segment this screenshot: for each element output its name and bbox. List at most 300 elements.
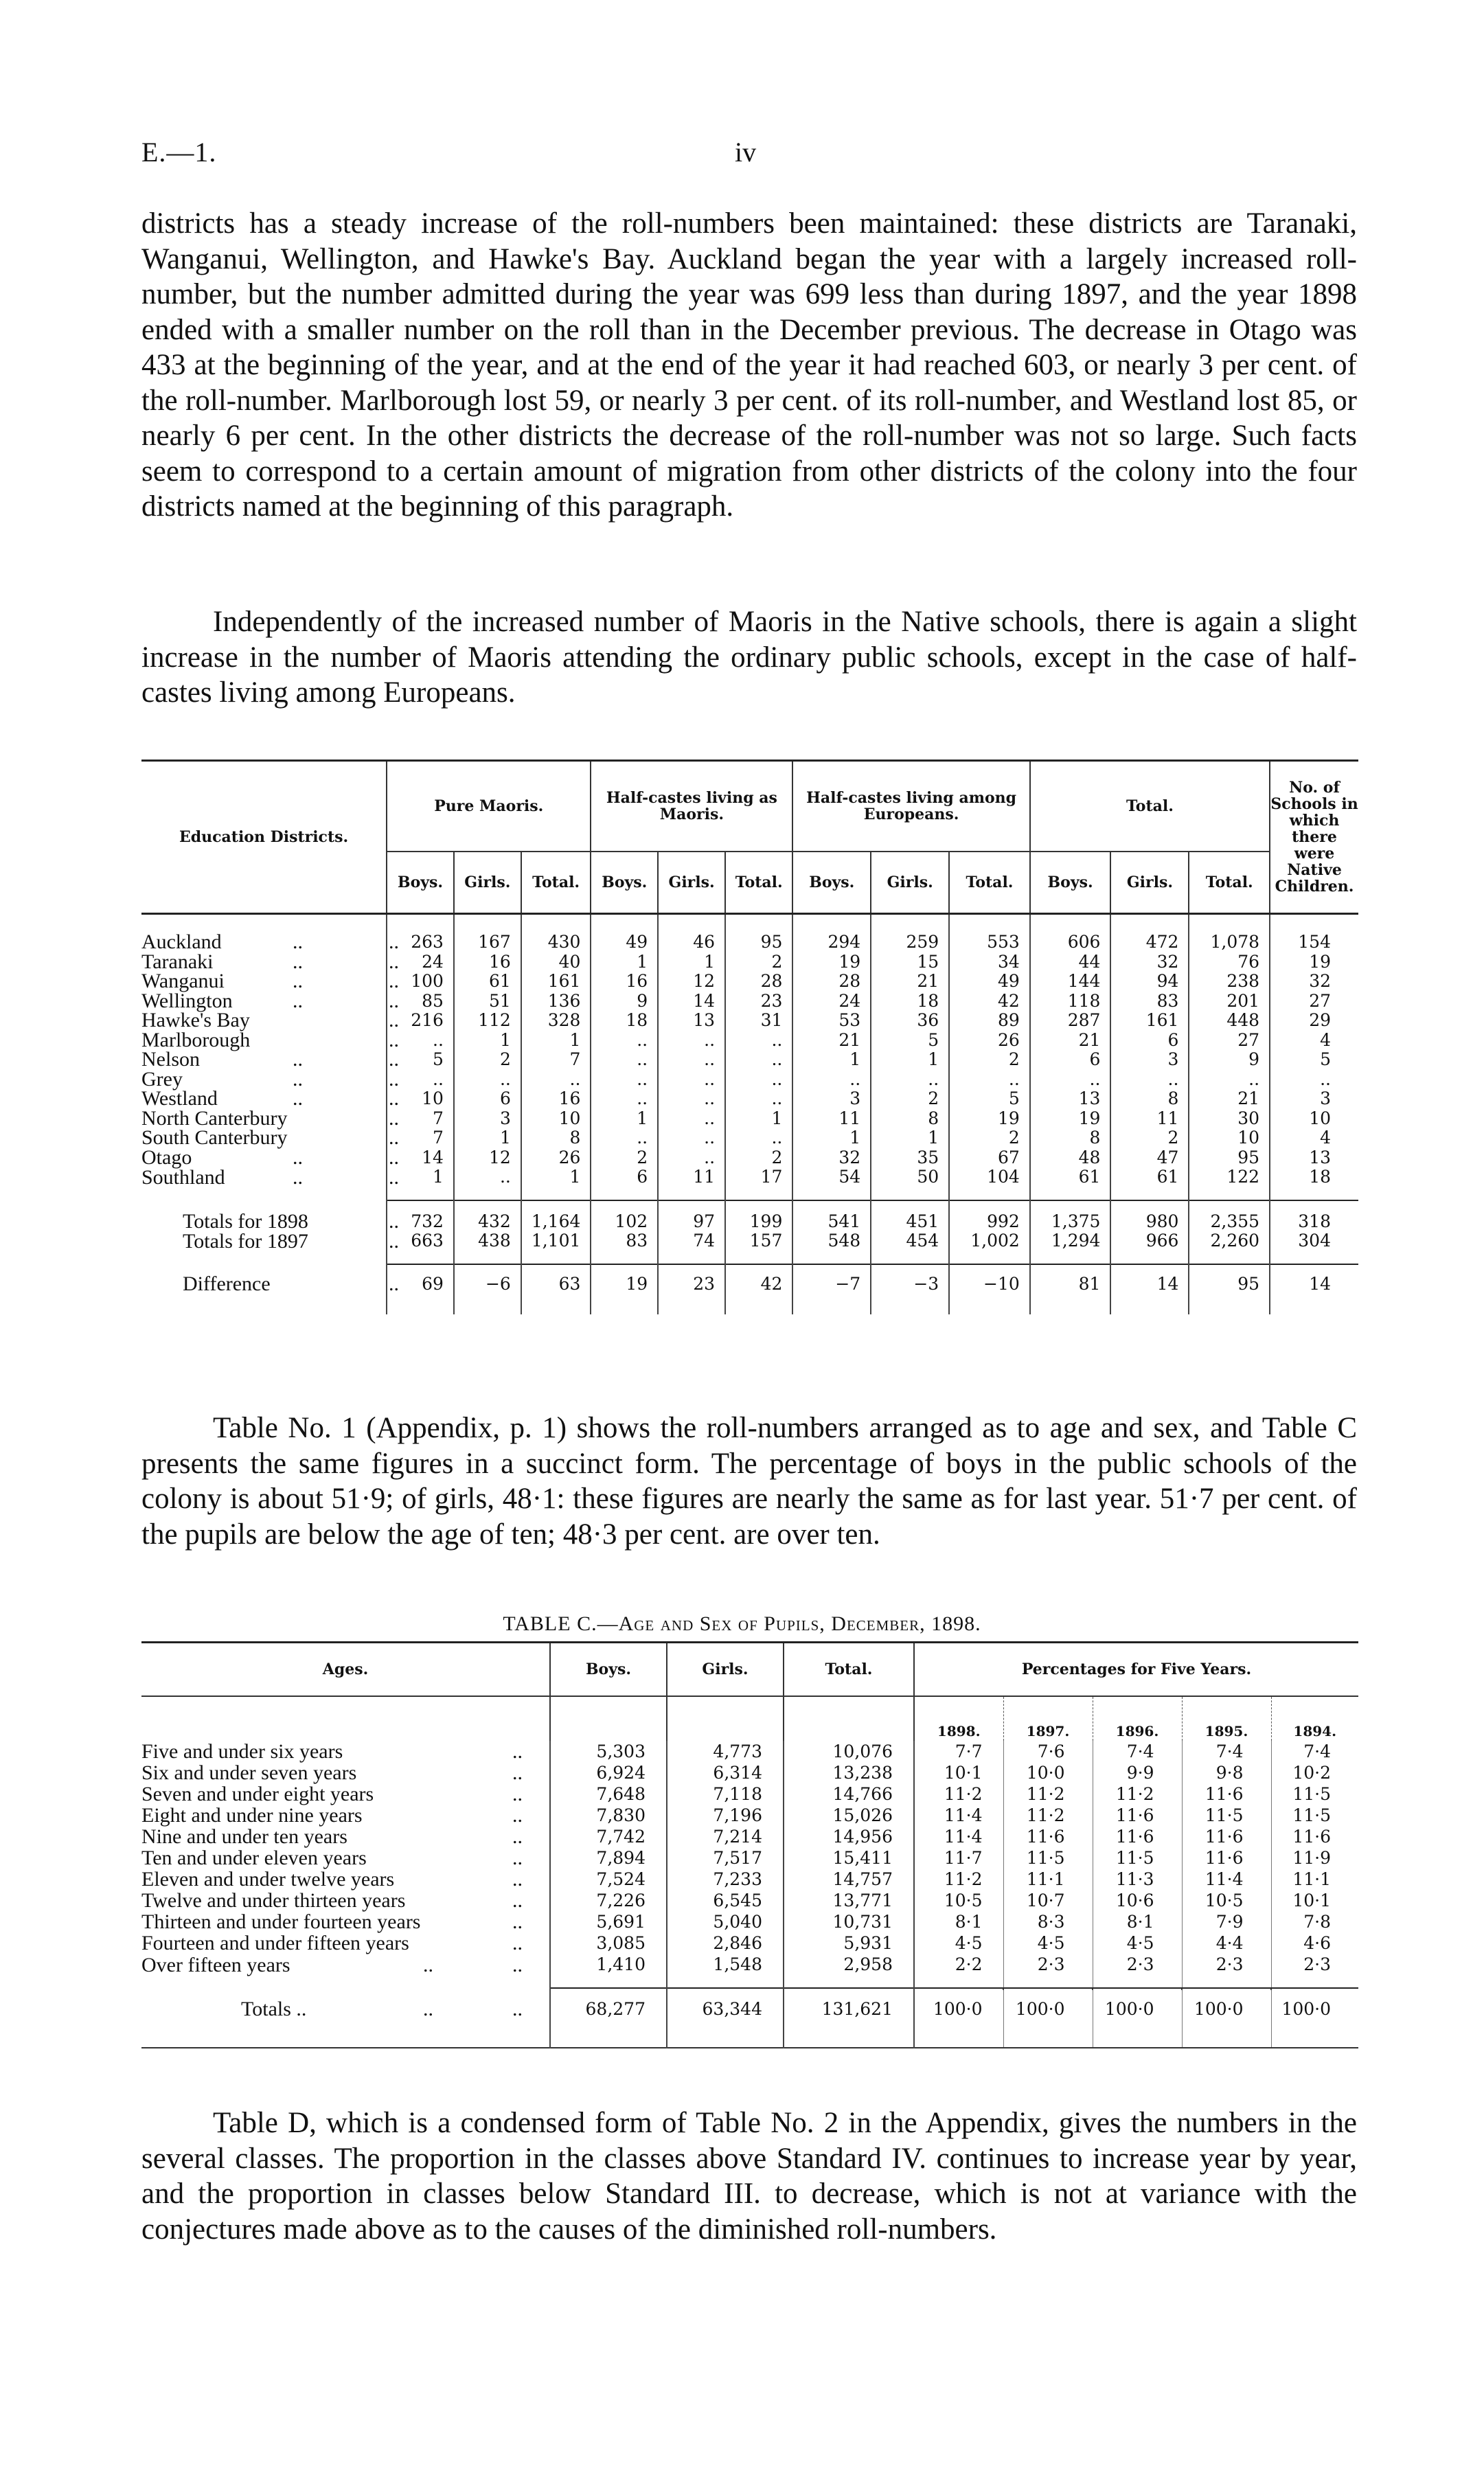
cell-value: 23: [725, 992, 792, 1012]
leader-dots: ..: [389, 1087, 399, 1110]
subheader-boys: Boys.: [591, 852, 658, 914]
cell-value: 34: [949, 952, 1030, 972]
table-c-title: [0, 1612, 1484, 1636]
age-label: [141, 1911, 550, 1932]
cell-value: −7: [792, 1266, 871, 1315]
row-label: Grey: [141, 1067, 183, 1091]
header-year: 1895.: [1182, 1696, 1271, 1741]
cell-value: ..: [949, 1070, 1030, 1090]
header-girls: Girls.: [667, 1643, 784, 1697]
cell-value: ..: [658, 1148, 725, 1168]
row-label: Otago: [141, 1145, 192, 1169]
cell-percentage: 11·1: [1003, 1869, 1093, 1890]
table-row: [141, 1847, 1358, 1869]
cell-percentage: 11·3: [1093, 1869, 1182, 1890]
cell-percentage: 11·5: [1271, 1805, 1358, 1826]
cell-value: 1: [521, 1167, 591, 1200]
cell-percentage: 2·3: [1003, 1954, 1093, 1988]
cell-value: 28: [792, 972, 871, 992]
cell-value: 6: [454, 1089, 521, 1109]
cell-boys: 3,085: [550, 1932, 667, 1954]
cell-percentage: 7·9: [1182, 1911, 1271, 1932]
cell-value: 201: [1189, 992, 1270, 1012]
cell-value: 2: [725, 952, 792, 972]
cell-value: 42: [725, 1266, 792, 1315]
cell-value: 1,164: [521, 1202, 591, 1232]
cell-percentage: 100·0: [1182, 1990, 1271, 2048]
cell-value: 432: [454, 1202, 521, 1232]
cell-value: 9: [1189, 1050, 1270, 1070]
cell-value: 451: [871, 1202, 949, 1232]
cell-value: ..: [658, 1109, 725, 1129]
cell-value: 161: [1110, 1011, 1189, 1031]
cell-percentage: 11·5: [1003, 1847, 1093, 1869]
cell-value: 328: [521, 1011, 591, 1031]
row-label: Seven and under eight years: [141, 1783, 374, 1805]
cell-value: 49: [591, 914, 658, 952]
cell-percentage: 10·1: [1271, 1890, 1358, 1911]
cell-total: 15,026: [784, 1805, 914, 1826]
cell-value: ..: [658, 1089, 725, 1109]
cell-value: ..: [591, 1089, 658, 1109]
table-row: [141, 1954, 1358, 1988]
cell-percentage: 11·5: [1271, 1783, 1358, 1805]
leader-dots: ..: [512, 1825, 523, 1848]
cell-percentage: 11·4: [914, 1805, 1003, 1826]
cell-percentage: 100·0: [914, 1990, 1003, 2048]
cell-percentage: 2·3: [1271, 1954, 1358, 1988]
subheader-girls: Girls.: [1110, 852, 1189, 914]
row-label: Ten and under eleven years: [141, 1847, 367, 1869]
district-name: [141, 970, 399, 992]
cell-total: 14,956: [784, 1826, 914, 1847]
cell-value: ..: [725, 1031, 792, 1051]
cell-value: 2,355: [1189, 1202, 1270, 1232]
cell-value: 21: [871, 972, 949, 992]
cell-value: 95: [725, 914, 792, 952]
cell-value: ..: [658, 1128, 725, 1148]
cell-value: 21: [1189, 1089, 1270, 1109]
leader-dots: ..: [389, 1106, 399, 1130]
cell-value: 1: [792, 1128, 871, 1148]
cell-value: 18: [871, 992, 949, 1012]
cell-value: 19: [949, 1109, 1030, 1129]
cell-value: ..: [1030, 1070, 1111, 1090]
cell-value: 14: [387, 1148, 454, 1168]
cell-value: −3: [871, 1266, 949, 1315]
row-label: South Canterbury: [141, 1126, 288, 1149]
row-label: Southland: [141, 1165, 225, 1189]
leader-dots: ..: [293, 950, 303, 973]
table-row: [141, 1826, 1358, 1847]
cell-value: 19: [591, 1266, 658, 1315]
cell-percentage: 7·4: [1093, 1741, 1182, 1762]
leader-dots: ..: [512, 1847, 523, 1869]
cell-value: 32: [792, 1148, 871, 1168]
cell-percentage: 11·1: [1271, 1869, 1358, 1890]
cell-total: 13,238: [784, 1762, 914, 1783]
maori-children-table: [141, 760, 1358, 1314]
cell-percentage: 11·6: [1182, 1847, 1271, 1869]
totals-row: [141, 1990, 1358, 2048]
subheader-total: Total.: [1189, 852, 1270, 914]
cell-value: 19: [792, 952, 871, 972]
cell-value: 48: [1030, 1148, 1111, 1168]
cell-value: 100: [387, 972, 454, 992]
header-total: Total.: [784, 1643, 914, 1697]
row-label: Totals for 1897: [183, 1229, 308, 1253]
table-row: [141, 1148, 1358, 1168]
table-row: [141, 1762, 1358, 1783]
row-label: Wellington: [141, 989, 233, 1012]
cell-value: 83: [1110, 992, 1189, 1012]
cell-value: 287: [1030, 1011, 1111, 1031]
table-row: [141, 1011, 1358, 1031]
cell-value: 1: [387, 1167, 454, 1200]
cell-value: 76: [1189, 952, 1270, 972]
leader-dots: ..: [512, 1740, 523, 1763]
cell-value: 1,078: [1189, 914, 1270, 952]
cell-percentage: 4·4: [1182, 1932, 1271, 1954]
header-no-of-schools: No. of Schools in which there were Native Children.: [1270, 761, 1358, 914]
header-education-districts: Education Districts.: [141, 761, 387, 914]
district-name: [141, 1202, 399, 1233]
cell-value: 6: [591, 1167, 658, 1200]
cell-value: 1,002: [949, 1231, 1030, 1264]
cell-value: 19: [1030, 1109, 1111, 1129]
cell-value: ..: [1270, 1070, 1358, 1090]
cell-value: ..: [658, 1050, 725, 1070]
table-row: [141, 1109, 1358, 1129]
cell-value: ..: [591, 1070, 658, 1090]
cell-total: 15,411: [784, 1847, 914, 1869]
leader-dots: ..: [293, 1087, 303, 1110]
header-boys: Boys.: [550, 1643, 667, 1697]
cell-value: 13: [1270, 1148, 1358, 1168]
subheader-girls: Girls.: [454, 852, 521, 914]
table-row: [141, 1805, 1358, 1826]
cell-value: 2: [591, 1148, 658, 1168]
cell-value: 26: [949, 1031, 1030, 1051]
row-label: Thirteen and under fourteen years: [141, 1910, 421, 1933]
cell-value: −6: [454, 1266, 521, 1315]
cell-value: 97: [658, 1202, 725, 1232]
cell-value: ..: [871, 1070, 949, 1090]
leader-dots: ..: [389, 989, 399, 1012]
cell-value: 10: [521, 1109, 591, 1129]
cell-value: 157: [725, 1231, 792, 1264]
district-name: [141, 1145, 399, 1169]
cell-value: 167: [454, 914, 521, 952]
paragraph-roll-numbers: districts has a steady increase of the roll-numbers been maintained: these districts are Taranaki, Wanganui, Wellington, and Hawke's Bay. Auckland began the year with a largely increased roll-number, but the number admitted during the year was 699 less than during 1897, and the year 1898 ended with a smaller number on the roll than in the December previous. The decrease in Otago was 433 at the beginning of the year, and at the end of the year it had reached 603, or nearly 3 per cent. of the roll-number. Marlborough lost 59, or nearly 3 per cent. of its roll-number, and Westland lost 85, or nearly 6 per cent. In the other districts the decrease of the roll-number was not so large. Such facts seem to correspond to a certain amount of migration from other districts of the colony into the four districts named at the beginning of this paragraph.: [141, 207, 1357, 523]
cell-value: 318: [1270, 1202, 1358, 1232]
row-label: Totals ..: [241, 1998, 307, 2020]
leader-dots: ..: [512, 1910, 523, 1933]
leader-dots: ..: [389, 1028, 399, 1051]
cell-percentage: 10·6: [1093, 1890, 1182, 1911]
row-label: Fourteen and under fifteen years: [141, 1932, 409, 1954]
cell-percentage: 11·4: [914, 1826, 1003, 1847]
leader-dots: ..: [512, 1998, 523, 2020]
cell-percentage: 2·3: [1182, 1954, 1271, 1988]
cell-value: 304: [1270, 1231, 1358, 1264]
table-row: [141, 972, 1358, 992]
cell-value: 9: [591, 992, 658, 1012]
cell-value: ..: [792, 1070, 871, 1090]
cell-value: 35: [871, 1148, 949, 1168]
cell-value: 199: [725, 1202, 792, 1232]
cell-value: 89: [949, 1011, 1030, 1031]
cell-percentage: 100·0: [1003, 1990, 1093, 2048]
cell-value: ..: [454, 1167, 521, 1200]
cell-value: 47: [1110, 1148, 1189, 1168]
cell-value: 36: [871, 1011, 949, 1031]
header-percentages: Percentages for Five Years.: [914, 1643, 1358, 1697]
cell-value: 448: [1189, 1011, 1270, 1031]
cell-value: 992: [949, 1202, 1030, 1232]
cell-value: 1: [658, 952, 725, 972]
cell-total: 5,931: [784, 1932, 914, 1954]
age-label: [141, 1869, 550, 1890]
district-name: [141, 950, 399, 973]
cell-percentage: 11·4: [1182, 1869, 1271, 1890]
cell-value: 12: [658, 972, 725, 992]
leader-dots: ..: [389, 1165, 399, 1189]
cell-value: 14: [1270, 1266, 1358, 1315]
cell-value: 69: [387, 1266, 454, 1315]
cell-value: 54: [792, 1167, 871, 1200]
cell-value: 67: [949, 1148, 1030, 1168]
leader-dots: ..: [512, 1889, 523, 1912]
row-label: Six and under seven years: [141, 1761, 357, 1784]
cell-percentage: 11·5: [1093, 1847, 1182, 1869]
cell-boys: 5,303: [550, 1741, 667, 1762]
table-row: [141, 1167, 1358, 1200]
cell-percentage: 11·2: [914, 1783, 1003, 1805]
cell-value: 1: [792, 1050, 871, 1070]
age-sex-table: [141, 1641, 1358, 2048]
cell-value: 548: [792, 1231, 871, 1264]
cell-value: ..: [725, 1089, 792, 1109]
cell-value: 83: [591, 1231, 658, 1264]
cell-value: 8: [871, 1109, 949, 1129]
cell-value: 61: [1030, 1167, 1111, 1200]
cell-percentage: 4·5: [914, 1932, 1003, 1954]
row-label: Totals for 1898: [183, 1209, 308, 1233]
cell-value: 5: [871, 1031, 949, 1051]
cell-value: 2: [1110, 1128, 1189, 1148]
page-number: iv: [735, 137, 757, 168]
row-label: Over fifteen years: [141, 1953, 290, 1976]
cell-percentage: 11·2: [1003, 1805, 1093, 1826]
leader-dots: ..: [512, 1761, 523, 1784]
cell-girls: 4,773: [667, 1741, 784, 1762]
cell-value: 8: [521, 1128, 591, 1148]
cell-value: 2: [949, 1050, 1030, 1070]
table-row: [141, 1202, 1358, 1232]
cell-value: 7: [521, 1050, 591, 1070]
paragraph-age-sex: Table No. 1 (Appendix, p. 1) shows the roll-numbers arranged as to age and sex, and Table C presents the same figures in a succinct form. The percentage of boys in the public schools of the colony is about 51·9; of girls, 48·1: these figures are nearly the same as for last year. 51·7 per cent. of the pupils are below the age of ten; 48·3 per cent. are over ten.: [141, 1412, 1357, 1551]
cell-value: 5: [387, 1050, 454, 1070]
subheader-total: Total.: [949, 852, 1030, 914]
leader-dots: ..: [512, 1868, 523, 1891]
cell-value: 44: [1030, 952, 1111, 972]
leader-dots: ..: [512, 1953, 523, 1976]
cell-value: 1: [591, 1109, 658, 1129]
leader-dots: ..: [389, 1229, 399, 1253]
row-label: Nelson: [141, 1048, 200, 1071]
cell-value: 40: [521, 952, 591, 972]
cell-value: ..: [591, 1031, 658, 1051]
cell-percentage: 8·1: [1093, 1911, 1182, 1932]
table-c-title-text: Age and Sex of Pupils, December, 1898.: [618, 1612, 981, 1635]
cell-girls: 63,344: [667, 1990, 784, 2048]
age-label: [141, 1954, 550, 1988]
cell-percentage: 9·8: [1182, 1762, 1271, 1783]
cell-value: 95: [1189, 1148, 1270, 1168]
cell-value: 1: [725, 1109, 792, 1129]
cell-value: 31: [725, 1011, 792, 1031]
row-label: Taranaki: [141, 950, 214, 973]
paragraph-table-d: Table D, which is a condensed form of Table No. 2 in the Appendix, gives the numbers in the several classes. The proportion in the classes above Standard IV. continues to increase year by year, and the proportion in classes below Standard III. to decrease, which is not at variance with the conjectures made above as to the causes of the diminished roll-numbers.: [141, 2107, 1357, 2246]
subheader-total: Total.: [521, 852, 591, 914]
cell-value: ..: [521, 1070, 591, 1090]
cell-value: ..: [658, 1031, 725, 1051]
row-label: Five and under six years: [141, 1740, 343, 1763]
row-label: Nine and under ten years: [141, 1825, 347, 1848]
cell-value: 50: [871, 1167, 949, 1200]
age-label: [141, 1805, 550, 1826]
cell-value: 259: [871, 914, 949, 952]
cell-value: 29: [1270, 1011, 1358, 1031]
table-row: [141, 1128, 1358, 1148]
cell-value: 161: [521, 972, 591, 992]
cell-percentage: 4·6: [1271, 1932, 1358, 1954]
row-label: Wanganui: [141, 970, 225, 992]
cell-percentage: 11·6: [1271, 1826, 1358, 1847]
leader-dots: ..: [389, 1126, 399, 1149]
cell-value: 17: [725, 1167, 792, 1200]
leader-dots: ..: [293, 1165, 303, 1189]
leader-dots: ..: [293, 1048, 303, 1071]
cell-value: 61: [454, 972, 521, 992]
cell-boys: 6,924: [550, 1762, 667, 1783]
cell-total: 2,958: [784, 1954, 914, 1988]
cell-boys: 68,277: [550, 1990, 667, 2048]
cell-value: 154: [1270, 914, 1358, 952]
age-label: [141, 1826, 550, 1847]
row-label: Twelve and under thirteen years: [141, 1889, 406, 1912]
cell-value: 3: [454, 1109, 521, 1129]
age-label: [141, 1932, 550, 1954]
cell-value: 112: [454, 1011, 521, 1031]
cell-value: 74: [658, 1231, 725, 1264]
cell-value: 21: [792, 1031, 871, 1051]
cell-value: 15: [871, 952, 949, 972]
cell-value: 28: [725, 972, 792, 992]
cell-value: 980: [1110, 1202, 1189, 1232]
cell-percentage: 11·6: [1003, 1826, 1093, 1847]
cell-value: 472: [1110, 914, 1189, 952]
cell-boys: 7,226: [550, 1890, 667, 1911]
cell-percentage: 100·0: [1093, 1990, 1182, 2048]
subheader-boys: Boys.: [1030, 852, 1111, 914]
cell-value: 1: [454, 1128, 521, 1148]
cell-value: 541: [792, 1202, 871, 1232]
cell-value: 1,375: [1030, 1202, 1111, 1232]
table-c-title-prefix: TABLE C.—: [503, 1612, 619, 1635]
age-label: [141, 1762, 550, 1783]
cell-percentage: 7·8: [1271, 1911, 1358, 1932]
cell-girls: 7,196: [667, 1805, 784, 1826]
table-row: [141, 1890, 1358, 1911]
row-label: North Canterbury: [141, 1106, 288, 1130]
cell-value: 4: [1270, 1031, 1358, 1051]
age-label: [141, 1890, 550, 1911]
cell-value: 3: [1270, 1089, 1358, 1109]
cell-value: 118: [1030, 992, 1111, 1012]
cell-value: 8: [1110, 1089, 1189, 1109]
cell-boys: 7,524: [550, 1869, 667, 1890]
cell-value: ..: [725, 1050, 792, 1070]
cell-value: 32: [1270, 972, 1358, 992]
cell-girls: 7,118: [667, 1783, 784, 1805]
leader-dots: ..: [512, 1804, 523, 1827]
row-label: Difference: [183, 1272, 271, 1295]
leader-dots: ..: [389, 931, 399, 953]
cell-value: 1: [454, 1031, 521, 1051]
cell-percentage: 10·5: [1182, 1890, 1271, 1911]
cell-percentage: 10·2: [1271, 1762, 1358, 1783]
table-row: [141, 1266, 1358, 1315]
cell-girls: 7,214: [667, 1826, 784, 1847]
district-name: [141, 1067, 399, 1091]
row-label: Westland: [141, 1087, 218, 1110]
cell-value: 23: [658, 1266, 725, 1315]
leader-dots: ..: [389, 970, 399, 992]
cell-percentage: 7·7: [914, 1741, 1003, 1762]
table-row: [141, 1783, 1358, 1805]
cell-total: 14,766: [784, 1783, 914, 1805]
cell-value: 454: [871, 1231, 949, 1264]
cell-percentage: 10·1: [914, 1762, 1003, 1783]
cell-value: 104: [949, 1167, 1030, 1200]
cell-value: 61: [1110, 1167, 1189, 1200]
cell-percentage: 11·2: [1003, 1783, 1093, 1805]
cell-value: 663: [387, 1231, 454, 1264]
cell-value: 16: [521, 1089, 591, 1109]
leader-dots: ..: [293, 989, 303, 1012]
cell-value: 12: [454, 1148, 521, 1168]
cell-value: 1,294: [1030, 1231, 1111, 1264]
cell-girls: 1,548: [667, 1954, 784, 1988]
cell-value: 6: [1110, 1031, 1189, 1051]
cell-percentage: 11·5: [1182, 1805, 1271, 1826]
cell-value: 4: [1270, 1128, 1358, 1148]
cell-boys: 7,894: [550, 1847, 667, 1869]
row-label: Auckland: [141, 931, 222, 953]
district-name: [141, 1048, 399, 1071]
cell-value: 6: [1030, 1050, 1111, 1070]
table-row: [141, 952, 1358, 972]
cell-value: 11: [658, 1167, 725, 1200]
cell-value: 7: [387, 1128, 454, 1148]
table-row: [141, 1869, 1358, 1890]
leader-dots: ..: [293, 970, 303, 992]
cell-value: 1: [591, 952, 658, 972]
cell-percentage: 4·5: [1093, 1932, 1182, 1954]
table-row: [141, 1932, 1358, 1954]
